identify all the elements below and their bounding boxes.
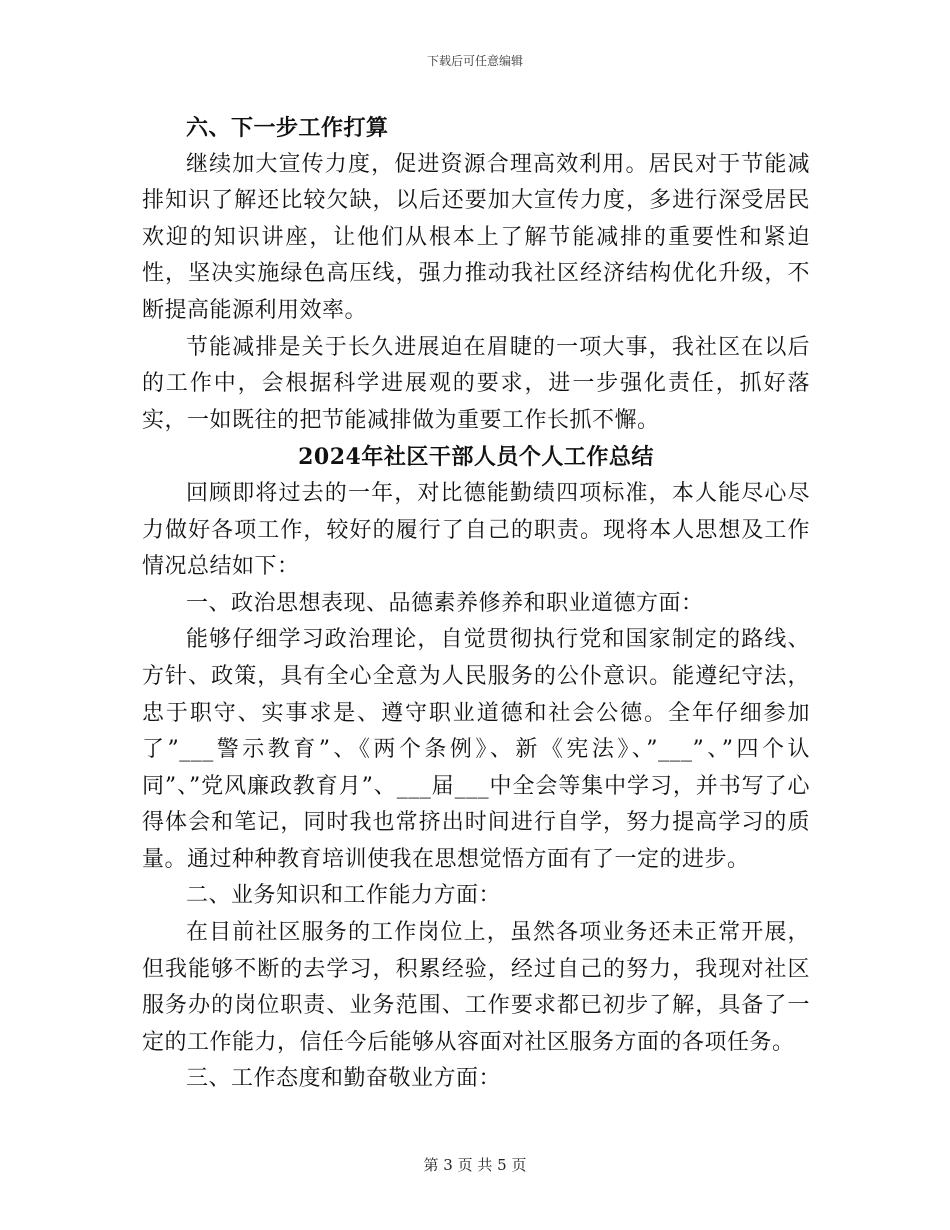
part1-body: 能够仔细学习政治理论，自觉贯彻执行党和国家制定的路线、方针、政策，具有全心全意为人民服务的公仆意识。能遵纪守法，忠于职守、实事求是、遵守职业道德和社会公德。全年仔细参加了”___警示教育”、《两个条例》、新《宪法》、”___”、”四个认同”、”党风廉政教育月”、___届___中全会等集中学习，并书写了心得体会和笔记，同时我也常挤出时间进行自学，努力提高学习的质量。通过种种教育培训使我在思想觉悟方面有了一定的进步。 <box>142 627 810 872</box>
part1-heading: 一、政治思想表现、品德素养修养和职业道德方面： <box>186 590 704 616</box>
section-six-heading: 六、下一步工作打算 <box>186 115 389 141</box>
summary-intro: 回顾即将过去的一年，对比德能勤绩四项标准，本人能尽心尽力做好各项工作，较好的履行了自己的职责。现将本人思想及工作情况总结如下： <box>142 480 810 580</box>
page-header-note: 下载后可任意编辑 <box>426 54 523 68</box>
section-six-paragraph-2: 节能减排是关于长久进展迫在眉睫的一项大事，我社区在以后的工作中，会根据科学进展观的要求，进一步强化责任，抓好落实，一如既往的把节能减排做为重要工作长抓不懈。 <box>142 334 810 433</box>
document-body <box>142 110 810 1098</box>
summary-title: 2024年社区干部人员个人工作总结 <box>298 444 654 471</box>
part3-heading: 三、工作态度和勤奋敬业方面： <box>186 1066 502 1092</box>
page-number: 第 3 页 共 5 页 <box>423 1156 527 1174</box>
part2-heading: 二、业务知识和工作能力方面： <box>186 883 502 909</box>
part2-body: 在目前社区服务的工作岗位上，虽然各项业务还未正常开展，但我能够不断的去学习，积累经验，经过自己的努力，我现对社区服务办的岗位职责、业务范围、工作要求都已初步了解，具备了一定的工作能力，信任今后能够从容面对社区服务方面的各项任务。 <box>142 920 810 1055</box>
section-six-paragraph-1: 继续加大宣传力度，促进资源合理高效利用。居民对于节能减排知识了解还比较欠缺，以后还要加大宣传力度，多进行深受居民欢迎的知识讲座，让他们从根本上了解节能减排的重要性和紧迫性，坚决实施绿色高压线，强力推动我社区经济结构优化升级，不断提高能源利用效率。 <box>142 151 810 323</box>
